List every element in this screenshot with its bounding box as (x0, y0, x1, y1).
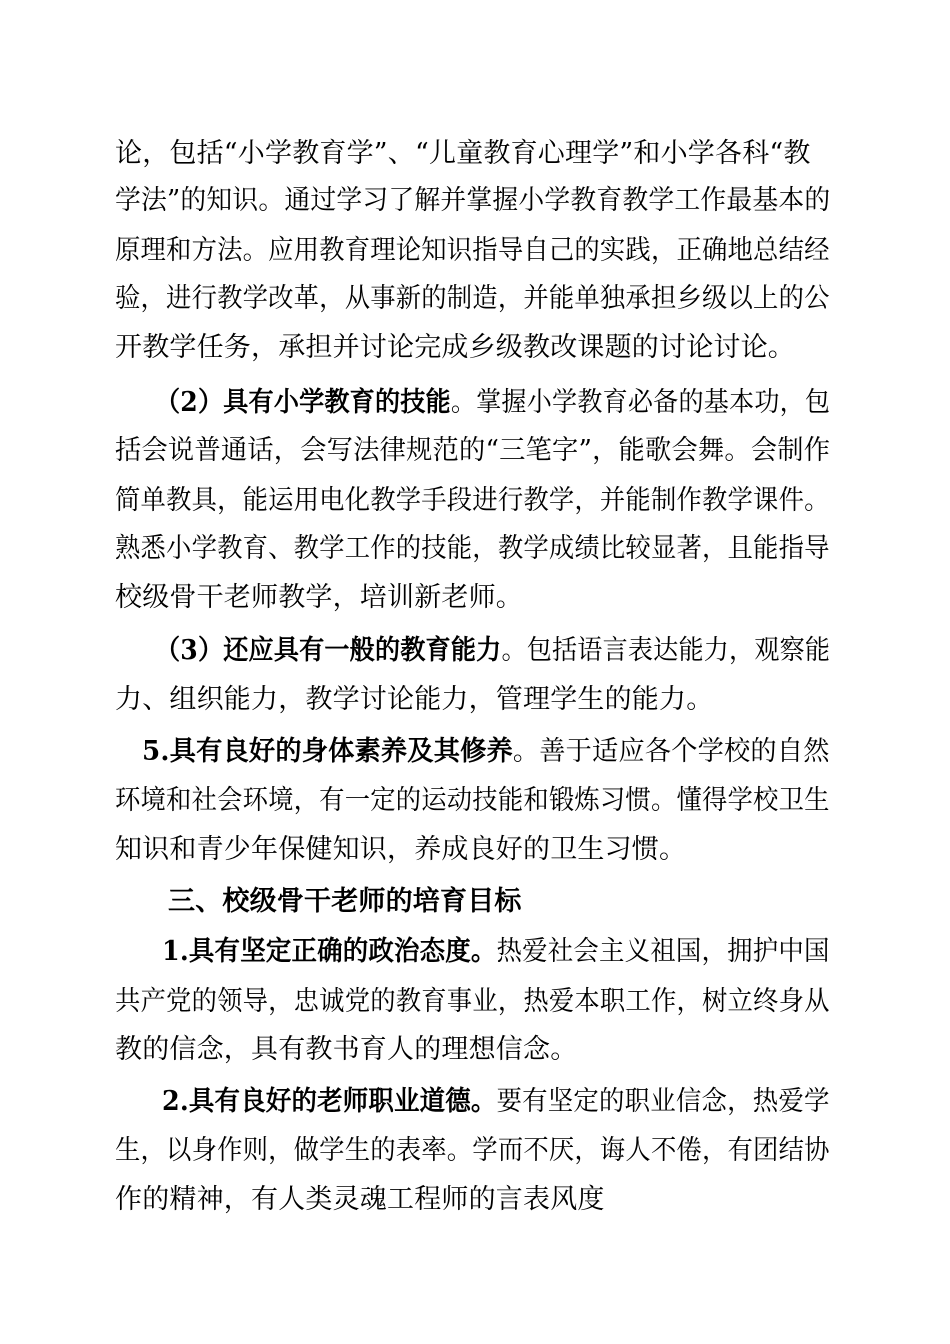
paragraph-line (162, 1084, 830, 1120)
paragraph-line (115, 136, 811, 172)
paragraph-line (115, 1182, 605, 1218)
paragraph-line (115, 1032, 577, 1068)
line-text: 。包括语言表达能力，观察能 (501, 635, 831, 666)
line-text: 论，包括“小学教育学”、“儿童教育心理学”和小学各科“教 (115, 138, 811, 169)
bold-lead: （3）还应具有一般的教育能力 (155, 635, 502, 666)
line-text: 要有坚定的职业信念，热爱学 (496, 1086, 830, 1117)
paragraph-line (115, 233, 830, 269)
bold-lead: 5.具有良好的身体素养及其修养 (142, 736, 513, 767)
paragraph-line (115, 984, 830, 1020)
paragraph-line (115, 330, 795, 366)
line-text: 力、组织能力，教学讨论能力，管理学生的能力。 (115, 684, 714, 715)
paragraph-line (115, 433, 830, 469)
line-text: 原理和方法。应用教育理论知识指导自己的实践，正确地总结经 (115, 235, 830, 266)
line-text: 验，进行教学改革，从事新的制造，并能单独承担乡级以上的公 (115, 283, 830, 314)
bold-lead: 2.具有良好的老师职业道德。 (162, 1086, 497, 1117)
paragraph-line (115, 281, 830, 317)
bold-lead: （2）具有小学教育的技能 (155, 387, 451, 418)
paragraph-line (115, 682, 713, 718)
line-text: 教的信念，具有教书育人的理想信念。 (115, 1034, 578, 1065)
line-text: 。掌握小学教育必备的基本功，包 (450, 387, 831, 418)
paragraph-line (162, 934, 830, 970)
line-text: 熟悉小学教育、教学工作的技能，教学成绩比较显著，且能指导 (115, 533, 830, 564)
paragraph-line (155, 633, 830, 669)
line-text: 共产党的领导，忠诚党的教育事业，热爱本职工作，树立终身从 (115, 986, 830, 1017)
line-text: 校级骨干老师教学，培训新老师。 (115, 582, 523, 613)
paragraph-line (142, 734, 830, 770)
line-text: 学法”的知识。通过学习了解并掌握小学教育教学工作最基本的 (115, 185, 831, 216)
line-text: 生，以身作则，做学生的表率。学而不厌，诲人不倦，有团结协 (115, 1135, 830, 1166)
paragraph-line (115, 183, 830, 219)
line-text: 作的精神，有人类灵魂工程师的言表风度 (115, 1184, 605, 1215)
line-text: 开教学任务，承担并讨论完成乡级教改课题的讨论讨论。 (115, 332, 795, 363)
paragraph-line (115, 1133, 830, 1169)
bold-lead: 1.具有坚定正确的政治态度。 (162, 936, 497, 967)
paragraph-line (115, 531, 830, 567)
paragraph-line (155, 385, 830, 421)
line-text: 。善于适应各个学校的自然 (512, 736, 830, 767)
paragraph-line (115, 832, 686, 868)
paragraph-line (115, 483, 830, 519)
line-text: 简单教具，能运用电化教学手段进行教学，并能制作教学课件。 (115, 485, 830, 516)
line-text: 知识和青少年保健知识，养成良好的卫生习惯。 (115, 834, 687, 865)
section-heading (168, 884, 522, 920)
line-text: 环境和社会环境，有一定的运动技能和锻炼习惯。懂得学校卫生 (115, 785, 830, 816)
paragraph-line (115, 580, 523, 616)
line-text: 括会说普通话，会写法律规范的“三笔字”，能歌会舞。会制作 (115, 435, 831, 466)
line-text: 热爱社会主义祖国，拥护中国 (496, 936, 830, 967)
paragraph-line (115, 783, 830, 819)
bold-lead: 三、校级骨干老师的培育目标 (168, 886, 522, 917)
